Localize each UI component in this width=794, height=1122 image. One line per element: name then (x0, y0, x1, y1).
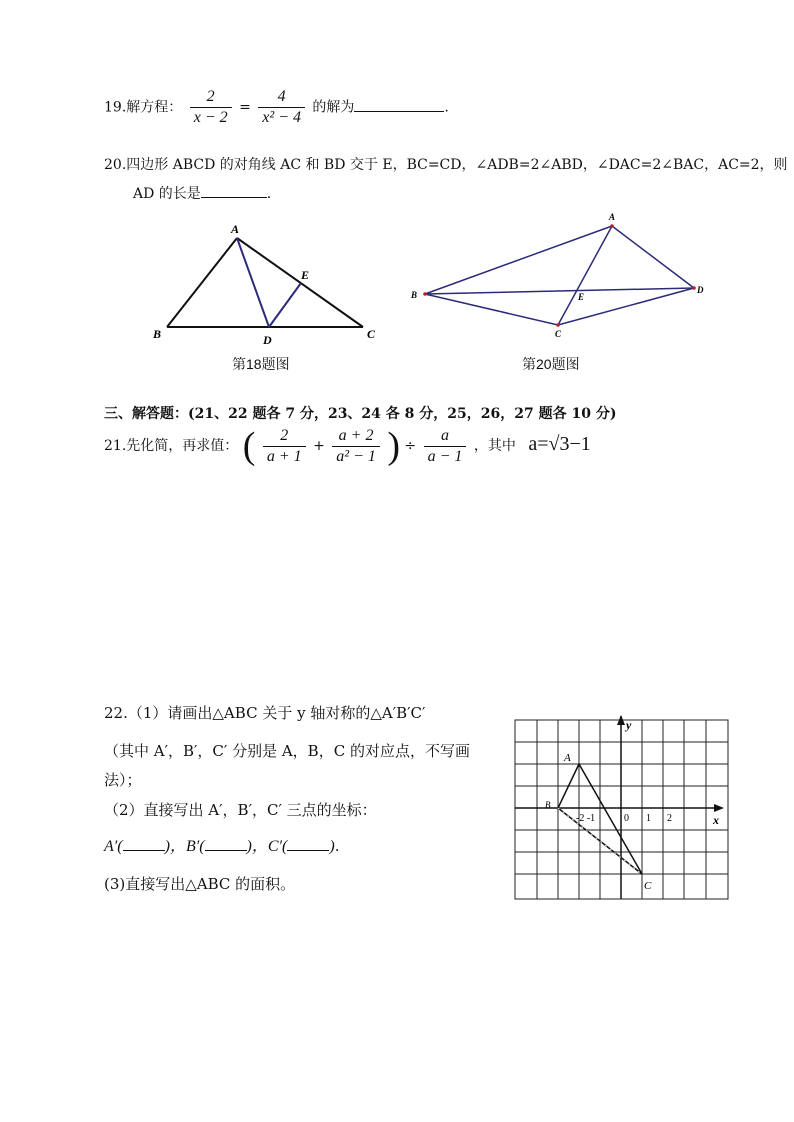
fig18-label-e: E (301, 268, 310, 282)
fig18-label-b: B (153, 327, 162, 341)
grid-axis-x-label: x (713, 813, 719, 827)
q19-frac1-denominator: x − 2 (190, 107, 232, 127)
q19-end: . (444, 99, 449, 116)
q22-c-label: ，C′( (251, 838, 288, 855)
grid-label-c: C (644, 880, 652, 892)
question-22-line-5 (104, 833, 340, 856)
question-20-line-2 (133, 183, 271, 203)
grid-tick-negative-labels: -2 -1 (576, 813, 596, 824)
q21-fraction-1 (263, 427, 306, 466)
fig20-point-b (423, 292, 427, 296)
q19-fraction-1 (190, 88, 232, 127)
q21-fraction-2 (332, 427, 380, 466)
fig18-side-ab (167, 238, 237, 327)
question-22-line-3: 法）； (104, 771, 142, 789)
q19-suffix: 的解为 (312, 99, 355, 116)
q21-f2-denominator: a² − 1 (332, 446, 380, 466)
q21-fraction-3 (424, 427, 467, 466)
q22-a-blank[interactable] (123, 836, 165, 851)
q21-value: a=√3−1 (528, 433, 591, 455)
q19-equals: = (239, 99, 251, 116)
q22-b-blank[interactable] (205, 836, 247, 851)
fig20-label-d: D (697, 285, 704, 295)
q19-prefix: 19.解方程： (104, 99, 183, 116)
fig20-diagonal-bd (425, 288, 694, 294)
q22-a-label: A′( (104, 838, 123, 855)
figure-18 (145, 220, 390, 355)
coordinate-grid (512, 715, 732, 903)
q19-frac1-numerator: 2 (206, 88, 215, 105)
fig18-label-c: C (367, 327, 376, 341)
fig18-segment-ad (237, 238, 269, 327)
figure-20 (405, 208, 715, 343)
grid-tick-1-label: 1 (646, 813, 651, 824)
fig20-side-ab (425, 226, 612, 294)
q21-f3-denominator: a − 1 (424, 446, 467, 466)
fig20-label-b: B (411, 290, 418, 300)
question-22-line-1: 22.（1）请画出△ABC 关于 y 轴对称的△A′B′C′ (104, 704, 426, 722)
fig20-label-c: C (555, 329, 562, 339)
x-axis-arrow-icon (714, 804, 724, 812)
q22-end: . (334, 837, 340, 855)
q22-c-close: ) (329, 838, 335, 855)
q22-b-close: ) (246, 838, 252, 855)
question-22-line-4: （2）直接写出 A′，B′，C′ 三点的坐标： (104, 801, 377, 819)
fig18-label-d: D (263, 333, 272, 347)
grid-tick-2-label: 2 (667, 813, 672, 824)
q21-prefix: 21.先化简，再求值： (104, 438, 239, 454)
q20-line2-prefix: AD 的长是 (133, 186, 201, 202)
q22-b-label: ，B′( (169, 838, 205, 855)
question-20-line-1: 20.四边形 ABCD 的对角线 AC 和 BD 交于 E，BC=CD，∠ADB=2∠ABD，∠DAC=2∠BAC，AC=2，则 (104, 157, 788, 173)
grid-label-a: A (564, 752, 571, 764)
q21-f1-denominator: a + 1 (263, 446, 306, 466)
q21-f2-numerator: a + 2 (338, 426, 374, 444)
q19-fraction-2 (258, 88, 305, 127)
q20-answer-blank[interactable] (201, 183, 267, 198)
fig20-label-e: E (578, 292, 585, 302)
question-22-line-6: (3)直接写出△ABC 的面积。 (104, 875, 296, 893)
q19-frac2-numerator: 4 (277, 88, 286, 105)
q21-f3-numerator: a (441, 426, 449, 444)
fig18-label-a: A (231, 222, 240, 236)
fig18-caption: 第18题图 (232, 356, 290, 372)
fig18-side-ac (237, 238, 363, 327)
q21-divide: ÷ (404, 438, 417, 454)
grid-axis-y-label: y (626, 718, 632, 732)
fig20-diagonal-ac (558, 226, 612, 325)
section-3-title: 三、解答题：(21、22 题各 7 分，23、24 各 8 分，25，26，27 题各 10 分) (104, 406, 617, 422)
fig20-side-ad (612, 226, 694, 288)
grid-origin-label: 0 (624, 813, 629, 824)
fig20-caption: 第20题图 (522, 356, 580, 372)
question-21 (104, 424, 591, 468)
q21-mid: ，其中 (473, 438, 516, 454)
question-22-line-2: （其中 A′，B′，C′ 分别是 A，B，C 的对应点，不写画 (104, 742, 470, 760)
q22-a-close: ) (164, 838, 170, 855)
q22-c-blank[interactable] (287, 836, 329, 851)
q19-answer-blank[interactable] (354, 97, 444, 112)
fig20-label-a: A (609, 212, 616, 222)
fig18-segment-de (269, 283, 301, 327)
fig20-point-d (692, 286, 696, 290)
fig20-point-a (610, 224, 614, 228)
q21-right-paren: ) (387, 425, 400, 467)
q20-end: . (266, 186, 272, 202)
q21-left-paren: ( (242, 425, 256, 467)
fig20-point-c (556, 323, 560, 327)
q21-f1-numerator: 2 (280, 426, 289, 444)
q21-plus: + (313, 438, 325, 454)
q19-frac2-denominator: x² − 4 (258, 107, 305, 127)
fig20-side-bc (425, 294, 558, 325)
grid-label-b: B (545, 800, 551, 810)
question-19 (104, 88, 449, 127)
